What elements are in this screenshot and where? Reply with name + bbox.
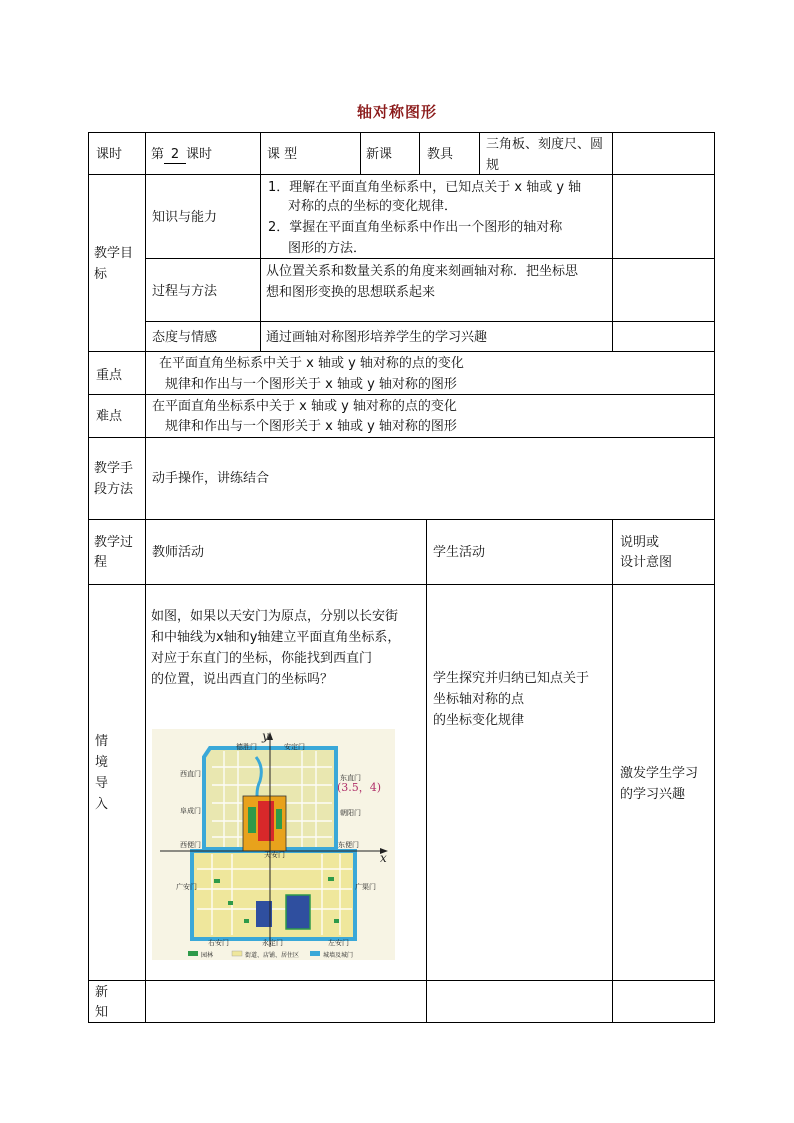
difficulty-line-2: 规律和作出与一个图形关于 x 轴或 y 轴对称的图形 [165,419,457,434]
new-knowledge-label-2: 知 [95,1005,109,1020]
knowledge-line-2: 对称的点的坐标的变化规律． [288,199,458,214]
intro-teacher-line-4: 的位置，说出西直门的坐标吗？ [151,672,334,687]
map-y-axis-label: y [262,729,269,743]
beijing-map-figure [152,729,395,960]
lesson-suffix: 课时 [186,147,213,162]
knowledge-line-3: 2．掌握在平面直角坐标系中作出一个图形的轴对称 [268,220,563,235]
intro-label-2: 境 [95,755,109,770]
intro-teacher-line-1: 如图，如果以天安门为原点，分别以长安街 [151,609,399,624]
gate-zuoanmen: 左安门 [328,939,349,947]
gate-dongbianmen: 东便门 [338,841,359,849]
gate-tiananmen: 天安门 [264,851,285,859]
process-header-label-2: 程 [94,555,108,570]
gate-guanganmen: 广安门 [176,883,197,891]
gate-xizhimen: 西直门 [180,770,201,778]
objectives-label: 教学目标 [94,246,134,282]
key-point-label: 重点 [96,368,123,383]
intro-label-4: 入 [95,797,109,812]
legend-park-swatch [188,951,198,956]
note-header-line-2: 设计意图 [620,555,673,570]
lesson-label: 课时 [96,147,123,162]
type-value: 新课 [366,147,393,162]
intro-note-line-1: 激发学生学习 [620,766,699,781]
legend-walls-swatch [310,951,320,956]
attitude-label: 态度与情感 [152,330,218,345]
lesson-count [151,144,212,165]
attitude-value: 通过画轴对称图形培养学生的学习兴趣 [266,330,488,345]
key-point-line-2: 规律和作出与一个图形关于 x 轴或 y 轴对称的图形 [165,377,457,392]
intro-label-1: 情 [95,734,109,749]
legend-walls: 城墙及城门 [323,952,354,959]
method-label-line-1: 教学手 [94,461,134,476]
knowledge-label: 知识与能力 [152,210,218,225]
method-value: 动手操作，讲练结合 [152,471,270,486]
document-title: 轴对称图形 [356,103,437,121]
gate-xibianmen: 西便门 [180,841,201,849]
gate-yongdingmen: 永定门 [262,939,283,947]
process-line-2: 想和图形变换的思想联系起来 [266,285,436,300]
legend-streets-swatch [232,951,242,956]
method-label-line-2: 段方法 [94,482,134,497]
intro-teacher-line-3: 对应于东直门的坐标，你能找到西直门 [151,651,373,666]
process-label: 过程与方法 [152,284,218,299]
knowledge-line-4: 图形的方法． [288,241,367,256]
type-label: 课 型 [267,147,298,162]
student-activity-header: 学生活动 [433,545,486,560]
map-point-label: (3.5，4) [337,781,382,794]
difficulty-line-1: 在平面直角坐标系中关于 x 轴或 y 轴对称的点的变化 [152,399,457,414]
intro-note-line-2: 的学习兴趣 [620,787,686,802]
legend-streets: 街道、店铺、居住区 [245,952,300,959]
process-line-1: 从位置关系和数量关系的角度来刻画轴对称．把坐标思 [266,264,579,279]
process-header-label-1: 教学过 [94,535,134,550]
gate-andingmen: 安定门 [284,743,305,751]
gate-guangqumen: 广渠门 [355,883,376,891]
intro-student-line-3: 的坐标变化规律 [433,713,525,728]
gate-fuchengmen: 阜成门 [180,807,201,815]
lesson-prefix: 第 [151,147,165,162]
intro-label-3: 导 [95,776,109,791]
new-knowledge-label-1: 新 [95,985,109,1000]
key-point-line-1: 在平面直角坐标系中关于 x 轴或 y 轴对称的点的变化 [159,356,464,371]
map-x-axis-label: x [380,851,387,865]
intro-teacher-line-2: 和中轴线为x轴和y轴建立平面直角坐标系， [151,630,401,645]
gate-chaoyangmen: 朝阳门 [340,809,361,817]
note-header-line-1: 说明或 [620,535,660,550]
intro-student-line-2: 坐标轴对称的点 [433,692,525,707]
knowledge-line-1: 1．理解在平面直角坐标系中，已知点关于 x 轴或 y 轴 [268,180,582,195]
lesson-number: 2 [164,147,186,164]
legend-park: 园林 [201,952,214,959]
teacher-activity-header: 教师活动 [152,545,205,560]
tools-value: 三角板、刻度尺、圆规 [486,137,604,173]
gate-dongzhimen: 东直门 [340,774,361,782]
difficulty-label: 难点 [96,409,123,424]
intro-student-line-1: 学生探究并归纳已知点关于 [433,671,590,686]
gate-deshengmen: 德胜门 [236,743,257,751]
tools-label: 教具 [427,147,454,162]
gate-youanmen: 右安门 [208,939,229,947]
